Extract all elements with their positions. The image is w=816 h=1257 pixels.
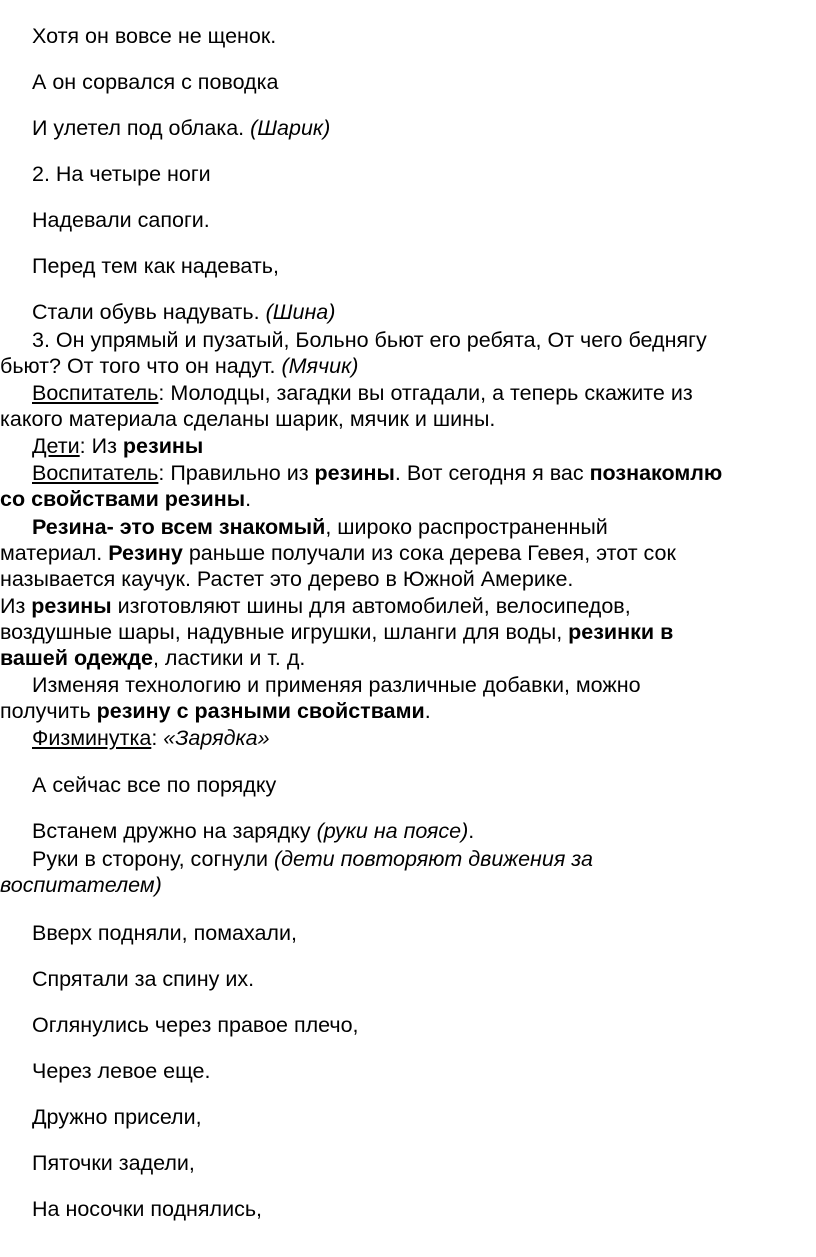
- exercise-line2: Встанем дружно на зарядку (руки на поясе).: [32, 819, 475, 843]
- riddle-answer: (Шарик): [250, 116, 331, 140]
- dialog2-line: Дети: Из резины: [32, 434, 204, 458]
- exercise-line3-cont: воспитателем): [0, 873, 162, 897]
- speaker-label: Воспитатель: [32, 381, 159, 405]
- verse1-line1: Хотя он вовсе не щенок.: [32, 24, 277, 48]
- verse1-line3: И улетел под облака. (Шарик): [32, 116, 331, 140]
- exercise-heading: Физминутка: «Зарядка»: [32, 726, 270, 750]
- verse3-line1: 3. Он упрямый и пузатый, Больно бьют его ребята, От чего беднягу: [32, 328, 707, 352]
- verse2-line4: Стали обувь надувать. (Шина): [32, 300, 336, 324]
- exercise-line9: Пяточки задели,: [32, 1151, 195, 1175]
- dialog3-line2: со свойствами резины.: [0, 487, 252, 511]
- exercise-line5: Спрятали за спину их.: [32, 967, 255, 991]
- para3-line1: Изменяя технологию и применяя различные добавки, можно: [32, 673, 641, 697]
- exercise-line4: Вверх подняли, помахали,: [32, 921, 297, 945]
- exercise-line3: Руки в сторону, согнули (дети повторяют движения за: [32, 847, 594, 871]
- section-label: Физминутка: [32, 726, 152, 750]
- speaker-label: Воспитатель: [32, 461, 159, 485]
- exercise-line7: Через левое еще.: [32, 1059, 211, 1083]
- para1-line1: Резина- это всем знакомый, широко распространенный: [32, 515, 608, 539]
- dialog1-line1: Воспитатель: Молодцы, загадки вы отгадали, а теперь скажите из: [32, 381, 693, 405]
- dialog3-line1: Воспитатель: Правильно из резины. Вот сегодня я вас познакомлю: [32, 461, 723, 485]
- riddle-answer: (Шина): [265, 300, 336, 324]
- exercise-line8: Дружно присели,: [32, 1105, 202, 1129]
- riddle-answer: (Мячик): [281, 354, 359, 378]
- para1-line2: материал. Резину раньше получали из сока дерева Гевея, этот сок: [0, 541, 676, 565]
- exercise-line6: Оглянулись через правое плечо,: [32, 1013, 359, 1037]
- exercise-line1: А сейчас все по порядку: [32, 773, 277, 797]
- dialog1-line2: какого материала сделаны шарик, мячик и шины.: [0, 407, 496, 431]
- verse2-line3: Перед тем как надевать,: [32, 254, 279, 278]
- verse3-line2: бьют? От того что он надут. (Мячик): [0, 354, 359, 378]
- para2-line3: вашей одежде, ластики и т. д.: [0, 646, 306, 670]
- para2-line1: Из резины изготовляют шины для автомобилей, велосипедов,: [0, 594, 631, 618]
- para3-line2: получить резину с разными свойствами.: [0, 699, 431, 723]
- verse2-line2: Надевали сапоги.: [32, 208, 210, 232]
- verse1-line2: А он сорвался с поводка: [32, 70, 279, 94]
- para2-line2: воздушные шары, надувные игрушки, шланги для воды, резинки в: [0, 620, 674, 644]
- para1-line3: называется каучук. Растет это дерево в Южной Америке.: [0, 567, 574, 591]
- speaker-label: Дети: [32, 434, 80, 458]
- exercise-line10: На носочки поднялись,: [32, 1197, 263, 1221]
- verse2-line1: 2. На четыре ноги: [32, 162, 211, 186]
